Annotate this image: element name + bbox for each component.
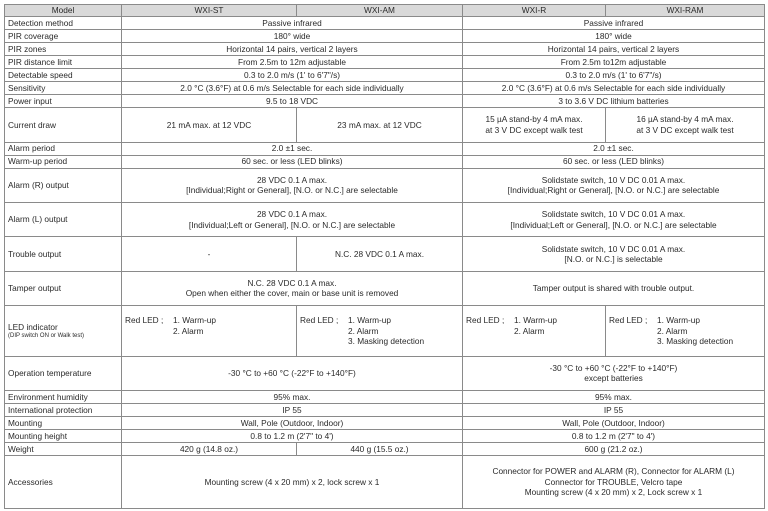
row-label: Sensitivity (5, 82, 122, 95)
led-sublabel: (DIP switch ON or Walk test) (8, 332, 85, 339)
cell-wireless: 3 to 3.6 V DC lithium batteries (463, 95, 765, 108)
header-wxi-ram: WXI-RAM (606, 5, 765, 17)
cell-wired: 0.8 to 1.2 m (2'7" to 4') (122, 429, 463, 442)
row-label: Alarm period (5, 142, 122, 155)
led-item: 1. Warm-up (514, 315, 558, 326)
cell-wireless: Tamper output is shared with trouble output. (463, 271, 765, 305)
cell-wxi-st: 420 g (14.8 oz.) (122, 443, 297, 456)
table-row (5, 43, 765, 56)
cell-wireless (463, 202, 765, 236)
row-label: International protection (5, 403, 122, 416)
cell-line: [Individual;Left or General], [N.O. or N.C.] are selectable (510, 219, 717, 230)
table-row (5, 17, 765, 30)
cell-line: 28 VDC 0.1 A max. (256, 209, 328, 220)
cell-wired: Horizontal 14 pairs, vertical 2 layers (122, 43, 463, 56)
led-prefix: Red LED ; (300, 315, 339, 326)
cell-wired: Wall, Pole (Outdoor, Indoor) (122, 416, 463, 429)
led-item: 1. Warm-up (173, 315, 217, 326)
row-label: Detectable speed (5, 69, 122, 82)
cell-wireless: 0.3 to 2.0 m/s (1' to 6'7"/s) (463, 69, 765, 82)
cell-wireless: IP 55 (463, 403, 765, 416)
cell-wireless: 0.8 to 1.2 m (2'7" to 4') (463, 429, 765, 442)
led-item: 2. Alarm (514, 325, 545, 336)
table-row (5, 69, 765, 82)
cell-wired (122, 168, 463, 202)
cell-wxi-st: 21 mA max. at 12 VDC (122, 108, 297, 142)
header-model: Model (5, 5, 122, 17)
cell-wireless (463, 168, 765, 202)
cell-wxi-r (463, 306, 606, 356)
header-wxi-am: WXI-AM (297, 5, 463, 17)
cell-wxi-ram (606, 306, 765, 356)
cell-wired: -30 °C to +60 °C (-22°F to +140°F) (122, 356, 463, 390)
cell-wireless: 180° wide (463, 30, 765, 43)
row-label: Environment humidity (5, 390, 122, 403)
cell-wxi-st: - (122, 237, 297, 271)
row-label: Trouble output (5, 237, 122, 271)
table-row (5, 95, 765, 108)
cell-wired: IP 55 (122, 403, 463, 416)
table-row (5, 142, 765, 155)
cell-wired (122, 202, 463, 236)
cell-wxi-ram (606, 108, 765, 142)
cell-wireless: 2.0 °C (3.6°F) at 0.6 m/s Selectable for each side individually (463, 82, 765, 95)
cell-line: at 3 V DC except walk test (485, 124, 583, 135)
row-label: Alarm (L) output (5, 202, 122, 236)
row-label: PIR coverage (5, 30, 122, 43)
row-label: Alarm (R) output (5, 168, 122, 202)
cell-wireless: Wall, Pole (Outdoor, Indoor) (463, 416, 765, 429)
cell-wireless: 2.0 ±1 sec. (463, 142, 765, 155)
cell-wireless (463, 237, 765, 271)
cell-line: 15 µA stand-by 4 mA max. (485, 114, 583, 125)
row-label: Accessories (5, 456, 122, 509)
cell-line: Solidstate switch, 10 V DC 0.01 A max. (541, 174, 686, 185)
cell-wired: 2.0 ±1 sec. (122, 142, 463, 155)
cell-wxi-st (122, 306, 297, 356)
row-label: Tamper output (5, 271, 122, 305)
cell-wired: 9.5 to 18 VDC (122, 95, 463, 108)
table-row (5, 403, 765, 416)
cell-wired: Mounting screw (4 x 20 mm) x 2, lock screw x 1 (122, 456, 463, 509)
led-prefix: Red LED ; (609, 315, 648, 326)
row-label (5, 306, 122, 356)
cell-wireless (463, 456, 765, 509)
cell-wired: 2.0 °C (3.6°F) at 0.6 m/s Selectable for each side individually (122, 82, 463, 95)
cell-wired: 0.3 to 2.0 m/s (1' to 6'7"/s) (122, 69, 463, 82)
row-label: Detection method (5, 17, 122, 30)
led-item: 2. Alarm (657, 325, 688, 336)
led-prefix: Red LED ; (466, 315, 505, 326)
cell-wxi-r (463, 108, 606, 142)
table-row (5, 82, 765, 95)
cell-wxi-am: 23 mA max. at 12 VDC (297, 108, 463, 142)
cell-wired: 60 sec. or less (LED blinks) (122, 155, 463, 168)
cell-wired: 95% max. (122, 390, 463, 403)
led-item: 2. Alarm (348, 325, 379, 336)
row-label: Operation temperature (5, 356, 122, 390)
row-label: Mounting (5, 416, 122, 429)
specification-table (4, 4, 765, 509)
row-label: Mounting height (5, 429, 122, 442)
table-row (5, 108, 765, 142)
led-item: 1. Warm-up (348, 315, 392, 326)
table-row (5, 155, 765, 168)
cell-line: Connector for POWER and ALARM (R), Connector for ALARM (L) (492, 466, 735, 477)
table-row (5, 416, 765, 429)
table-row (5, 56, 765, 69)
row-label: Power input (5, 95, 122, 108)
cell-line: Open when either the cover, main or base unit is removed (185, 288, 399, 299)
table-row (5, 390, 765, 403)
cell-line: Solidstate switch, 10 V DC 0.01 A max. (541, 243, 686, 254)
header-wxi-r: WXI-R (463, 5, 606, 17)
header-wxi-st: WXI-ST (122, 5, 297, 17)
cell-wireless: From 2.5m to12m adjustable (463, 56, 765, 69)
led-prefix: Red LED ; (125, 315, 164, 326)
cell-line: [Individual;Left or General], [N.O. or N.C.] are selectable (188, 219, 396, 230)
table-row (5, 30, 765, 43)
table-row (5, 237, 765, 271)
cell-wired: 180° wide (122, 30, 463, 43)
table-row (5, 356, 765, 390)
cell-line: N.C. 28 VDC 0.1 A max. (247, 278, 337, 289)
row-label: PIR distance limit (5, 56, 122, 69)
header-row (5, 5, 765, 17)
table-row (5, 443, 765, 456)
cell-line: [Individual;Right or General], [N.O. or N.C.] are selectable (507, 185, 720, 196)
cell-line: 16 µA stand-by 4 mA max. (636, 114, 734, 125)
cell-wxi-am (297, 306, 463, 356)
led-item: 2. Alarm (173, 325, 204, 336)
cell-line: [Individual;Right or General], [N.O. or N.C.] are selectable (186, 185, 398, 196)
cell-line: [N.O. or N.C.] is selectable (564, 254, 663, 264)
cell-wireless: Passive infrared (463, 17, 765, 30)
table-row (5, 306, 765, 356)
table-row (5, 429, 765, 442)
cell-wireless: Horizontal 14 pairs, vertical 2 layers (463, 43, 765, 56)
cell-wired: From 2.5m to 12m adjustable (122, 56, 463, 69)
cell-wired: Passive infrared (122, 17, 463, 30)
table-row (5, 202, 765, 236)
row-label: Warm-up period (5, 155, 122, 168)
cell-wireless: 600 g (21.2 oz.) (463, 443, 765, 456)
cell-line: Connector for TROUBLE, Velcro tape (544, 476, 683, 487)
row-label: Current draw (5, 108, 122, 142)
row-label: Weight (5, 443, 122, 456)
cell-wxi-am: 440 g (15.5 oz.) (297, 443, 463, 456)
cell-wireless: 95% max. (463, 390, 765, 403)
cell-line: Mounting screw (4 x 20 mm) x 2, Lock screw x 1 (524, 487, 703, 498)
led-label: LED indicator (8, 322, 58, 333)
led-item: 3. Masking detection (348, 336, 425, 346)
cell-line: except batteries (584, 373, 643, 384)
cell-line: Solidstate switch, 10 V DC 0.01 A max. (541, 209, 686, 220)
cell-wired (122, 271, 463, 305)
row-label: PIR zones (5, 43, 122, 56)
cell-wxi-am: N.C. 28 VDC 0.1 A max. (297, 237, 463, 271)
cell-line: at 3 V DC except walk test (636, 124, 734, 135)
cell-line: 28 VDC 0.1 A max. (256, 174, 328, 185)
table-row (5, 271, 765, 305)
table-row (5, 168, 765, 202)
cell-wireless: 60 sec. or less (LED blinks) (463, 155, 765, 168)
cell-wireless (463, 356, 765, 390)
table-row (5, 456, 765, 509)
led-item: 3. Masking detection (657, 336, 734, 346)
cell-line: -30 °C to +60 °C (-22°F to +140°F) (549, 362, 678, 373)
led-item: 1. Warm-up (657, 315, 701, 326)
